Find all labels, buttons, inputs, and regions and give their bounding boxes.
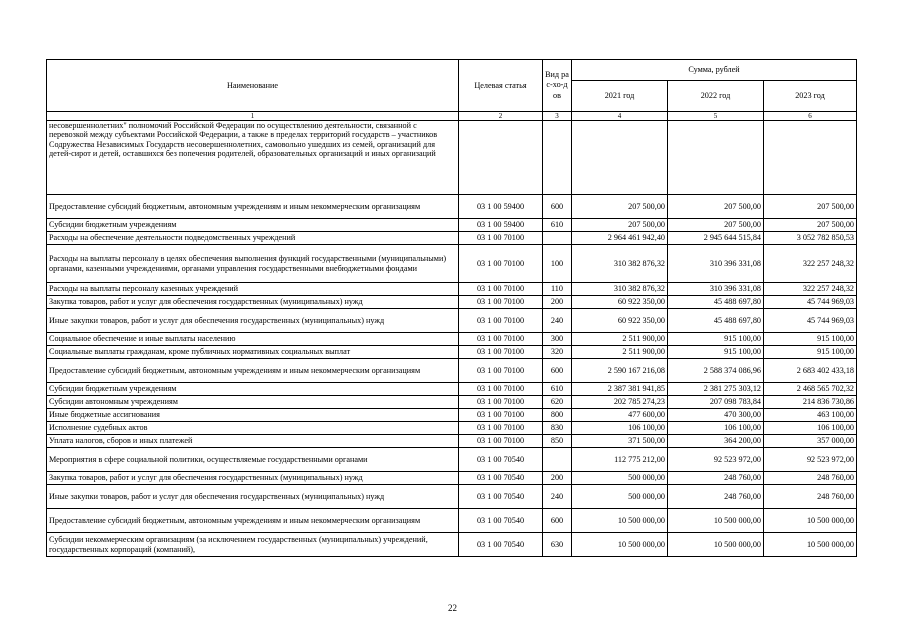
row-2021: 112 775 212,00: [572, 448, 668, 472]
row-2023: 248 760,00: [764, 472, 857, 485]
row-2023: 463 100,00: [764, 409, 857, 422]
row-2022: 2 588 374 086,96: [668, 359, 764, 383]
row-2023: 10 500 000,00: [764, 533, 857, 557]
row-2021: 207 500,00: [572, 195, 668, 219]
row-2023: 92 523 972,00: [764, 448, 857, 472]
row-2021: 310 382 876,32: [572, 283, 668, 296]
row-2023: 248 760,00: [764, 485, 857, 509]
budget-table-page: [46, 59, 856, 557]
row-name: Предоставление субсидий бюджетным, автономным учреждениям и иным некоммерческим организациям: [47, 359, 459, 383]
row-target: 03 1 00 70100: [459, 396, 543, 409]
column-index: 1: [47, 112, 459, 121]
row-vid: 110: [543, 283, 572, 296]
row-target: 03 1 00 70540: [459, 472, 543, 485]
row-2023: 106 100,00: [764, 422, 857, 435]
table-row: [47, 195, 857, 219]
table-row: [47, 485, 857, 509]
row-2022: 106 100,00: [668, 422, 764, 435]
row-2022: 310 396 331,08: [668, 245, 764, 283]
row-2022: 310 396 331,08: [668, 283, 764, 296]
row-2022: 2 945 644 515,84: [668, 232, 764, 245]
row-2022: 364 200,00: [668, 435, 764, 448]
budget-table: [46, 59, 857, 557]
column-index: 2: [459, 112, 543, 121]
row-vid: 200: [543, 296, 572, 309]
row-2022: 45 488 697,80: [668, 309, 764, 333]
row-target: 03 1 00 70100: [459, 296, 543, 309]
row-target: 03 1 00 70100: [459, 309, 543, 333]
row-name: Расходы на обеспечение деятельности подведомственных учреждений: [47, 232, 459, 245]
row-vid: [543, 448, 572, 472]
row-name: несовершеннолетних" полномочий Российской Федерации по осуществлению деятельности, связанной с перевозкой между субъектами Российской Федерации, а также в пределах территорий государств – участников Содружества Независимых Государств несовершеннолетних, самовольно ушедших из семей, организаций для детей-сирот и детей, оставшихся без попечения родителей, образовательных организаций и иных организаций: [47, 121, 459, 195]
column-index: 6: [764, 112, 857, 121]
row-2021: 2 387 381 941,85: [572, 383, 668, 396]
table-row: [47, 219, 857, 232]
row-2022: 207 500,00: [668, 219, 764, 232]
row-name: Иные закупки товаров, работ и услуг для обеспечения государственных (муниципальных) нужд: [47, 309, 459, 333]
row-2023: 214 836 730,86: [764, 396, 857, 409]
row-name: Субсидии бюджетным учреждениям: [47, 219, 459, 232]
table-row: [47, 509, 857, 533]
row-2022: 248 760,00: [668, 485, 764, 509]
row-target: 03 1 00 70540: [459, 509, 543, 533]
row-2022: 92 523 972,00: [668, 448, 764, 472]
row-2023: 3 052 782 850,53: [764, 232, 857, 245]
row-target: 03 1 00 70100: [459, 435, 543, 448]
header-target-article: Целевая статья: [459, 60, 543, 112]
row-vid: 200: [543, 472, 572, 485]
row-name: Субсидии автономным учреждениям: [47, 396, 459, 409]
table-row: [47, 333, 857, 346]
row-2021: 477 600,00: [572, 409, 668, 422]
row-target: 03 1 00 70540: [459, 533, 543, 557]
row-target: [459, 121, 543, 195]
row-target: 03 1 00 70100: [459, 422, 543, 435]
row-name: Расходы на выплаты персоналу в целях обеспечения выполнения функций государственными (муниципальными) органами, казенными учреждениями, органами управления государственными внебюджетными фондами: [47, 245, 459, 283]
header-expense-type: Вид рас-хо-дов: [543, 60, 572, 112]
row-2021: 202 785 274,23: [572, 396, 668, 409]
row-name: Социальные выплаты гражданам, кроме публичных нормативных социальных выплат: [47, 346, 459, 359]
row-2021: 10 500 000,00: [572, 509, 668, 533]
row-name: Исполнение судебных актов: [47, 422, 459, 435]
row-name: Иные закупки товаров, работ и услуг для обеспечения государственных (муниципальных) нужд: [47, 485, 459, 509]
row-vid: 600: [543, 509, 572, 533]
row-vid: 600: [543, 195, 572, 219]
row-target: 03 1 00 70100: [459, 359, 543, 383]
row-2023: 207 500,00: [764, 195, 857, 219]
row-2023: 10 500 000,00: [764, 509, 857, 533]
row-2023: 2 683 402 433,18: [764, 359, 857, 383]
table-row: [47, 245, 857, 283]
row-vid: 630: [543, 533, 572, 557]
row-target: 03 1 00 70100: [459, 346, 543, 359]
row-name: Субсидии бюджетным учреждениям: [47, 383, 459, 396]
row-2023: 322 257 248,32: [764, 283, 857, 296]
row-2021: 371 500,00: [572, 435, 668, 448]
row-2021: 2 511 900,00: [572, 333, 668, 346]
row-2022: 207 500,00: [668, 195, 764, 219]
row-name: Мероприятия в сфере социальной политики, осуществляемые государственными органами: [47, 448, 459, 472]
row-vid: 830: [543, 422, 572, 435]
table-row: [47, 472, 857, 485]
row-2021: 2 964 461 942,40: [572, 232, 668, 245]
row-2023: 322 257 248,32: [764, 245, 857, 283]
row-name: Предоставление субсидий бюджетным, автономным учреждениям и иным некоммерческим организациям: [47, 195, 459, 219]
row-2022: 10 500 000,00: [668, 533, 764, 557]
header-year-2023: 2023 год: [764, 81, 857, 112]
row-name: Субсидии некоммерческим организациям (за исключением государственных (муниципальных) учреждений, государственных корпораций (компаний),: [47, 533, 459, 557]
row-vid: 240: [543, 309, 572, 333]
row-name: Иные бюджетные ассигнования: [47, 409, 459, 422]
row-name: Расходы на выплаты персоналу казенных учреждений: [47, 283, 459, 296]
header-sum: Сумма, рублей: [572, 60, 857, 81]
row-2022: 915 100,00: [668, 333, 764, 346]
row-2021: 60 922 350,00: [572, 296, 668, 309]
row-target: 03 1 00 70100: [459, 232, 543, 245]
row-vid: 300: [543, 333, 572, 346]
header-name: Наименование: [47, 60, 459, 112]
row-target: 03 1 00 70540: [459, 448, 543, 472]
table-row: [47, 283, 857, 296]
row-2022: [668, 121, 764, 195]
row-target: 03 1 00 59400: [459, 195, 543, 219]
row-2021: 106 100,00: [572, 422, 668, 435]
row-target: 03 1 00 70100: [459, 245, 543, 283]
column-index: 4: [572, 112, 668, 121]
row-2021: 60 922 350,00: [572, 309, 668, 333]
row-target: 03 1 00 70100: [459, 409, 543, 422]
column-index: 3: [543, 112, 572, 121]
row-vid: 610: [543, 383, 572, 396]
row-target: 03 1 00 70100: [459, 333, 543, 346]
table-row: [47, 232, 857, 245]
row-vid: 320: [543, 346, 572, 359]
row-name: Предоставление субсидий бюджетным, автономным учреждениям и иным некоммерческим организациям: [47, 509, 459, 533]
row-target: 03 1 00 70100: [459, 383, 543, 396]
row-2021: 2 590 167 216,08: [572, 359, 668, 383]
column-index-row: [47, 112, 857, 121]
table-row: [47, 346, 857, 359]
row-2023: 2 468 565 702,32: [764, 383, 857, 396]
row-2023: 915 100,00: [764, 333, 857, 346]
table-row: [47, 422, 857, 435]
row-target: 03 1 00 59400: [459, 219, 543, 232]
row-name: Закупка товаров, работ и услуг для обеспечения государственных (муниципальных) нужд: [47, 296, 459, 309]
row-2022: 45 488 697,80: [668, 296, 764, 309]
row-2021: 10 500 000,00: [572, 533, 668, 557]
page-number: 22: [448, 603, 457, 613]
row-vid: 620: [543, 396, 572, 409]
table-row: [47, 409, 857, 422]
row-target: 03 1 00 70540: [459, 485, 543, 509]
row-vid: 600: [543, 359, 572, 383]
table-row: [47, 383, 857, 396]
table-row: [47, 359, 857, 383]
row-2021: 2 511 900,00: [572, 346, 668, 359]
row-name: Закупка товаров, работ и услуг для обеспечения государственных (муниципальных) нужд: [47, 472, 459, 485]
row-vid: 800: [543, 409, 572, 422]
row-vid: 240: [543, 485, 572, 509]
row-vid: [543, 232, 572, 245]
table-row: [47, 435, 857, 448]
row-2022: 10 500 000,00: [668, 509, 764, 533]
row-2023: 207 500,00: [764, 219, 857, 232]
table-row: [47, 121, 857, 195]
row-2021: 500 000,00: [572, 485, 668, 509]
row-2022: 248 760,00: [668, 472, 764, 485]
table-row: [47, 396, 857, 409]
row-2023: 45 744 969,03: [764, 296, 857, 309]
row-2023: [764, 121, 857, 195]
row-vid: 850: [543, 435, 572, 448]
row-2021: [572, 121, 668, 195]
row-2022: 207 098 783,84: [668, 396, 764, 409]
row-name: Уплата налогов, сборов и иных платежей: [47, 435, 459, 448]
table-row: [47, 309, 857, 333]
row-2022: 2 381 275 303,12: [668, 383, 764, 396]
row-vid: [543, 121, 572, 195]
header-year-2022: 2022 год: [668, 81, 764, 112]
row-2022: 470 300,00: [668, 409, 764, 422]
row-target: 03 1 00 70100: [459, 283, 543, 296]
row-2021: 207 500,00: [572, 219, 668, 232]
header-year-2021: 2021 год: [572, 81, 668, 112]
row-name: Социальное обеспечение и иные выплаты населению: [47, 333, 459, 346]
row-2021: 500 000,00: [572, 472, 668, 485]
row-2022: 915 100,00: [668, 346, 764, 359]
row-2023: 45 744 969,03: [764, 309, 857, 333]
table-row: [47, 448, 857, 472]
column-index: 5: [668, 112, 764, 121]
table-row: [47, 296, 857, 309]
table-row: [47, 533, 857, 557]
row-vid: 100: [543, 245, 572, 283]
row-2021: 310 382 876,32: [572, 245, 668, 283]
row-2023: 357 000,00: [764, 435, 857, 448]
row-vid: 610: [543, 219, 572, 232]
row-2023: 915 100,00: [764, 346, 857, 359]
